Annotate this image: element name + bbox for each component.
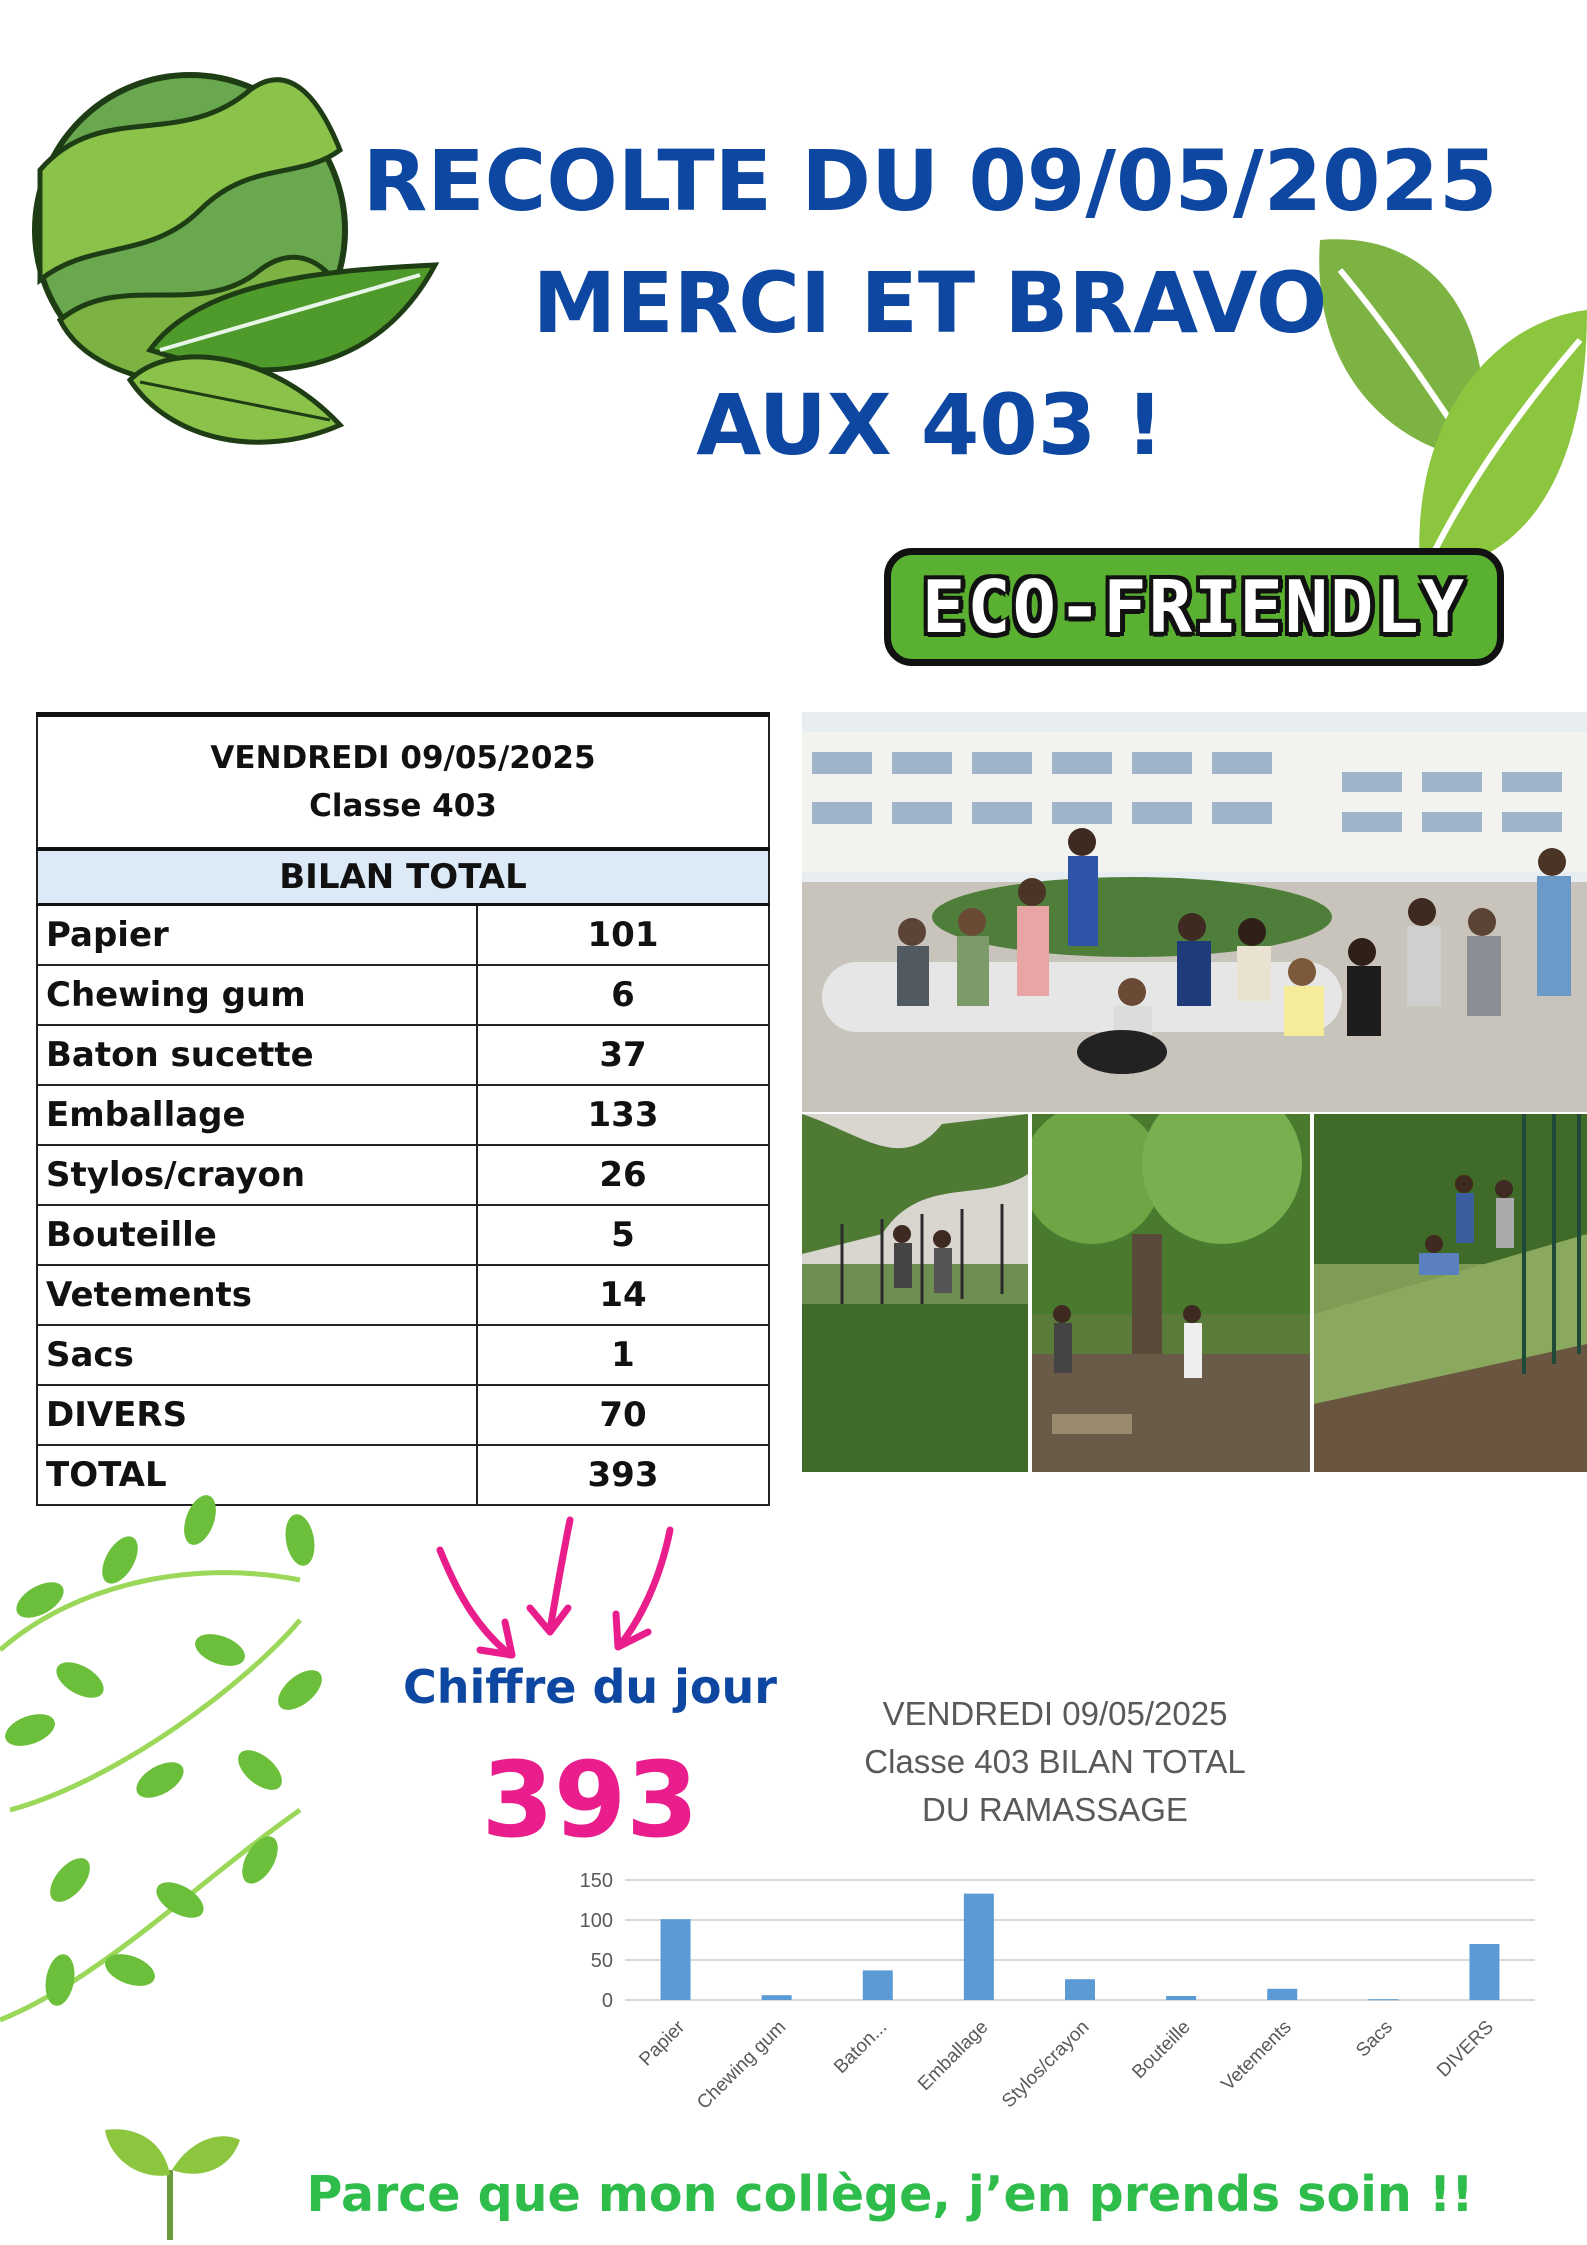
table-row-value: 6 [477,965,769,1025]
table-row [37,1205,769,1265]
chart-ytick-label: 150 [579,1870,613,1892]
chart-bar [964,1894,994,2000]
table-row-label: Vetements [37,1265,477,1325]
table-row [37,1325,769,1385]
chart-category-label: Stylos/crayon [998,2016,1094,2113]
table-row-label: Emballage [37,1085,477,1145]
sprout-icon [100,2100,240,2240]
vine-decoration [0,1480,360,2080]
chiffre-du-jour-label: Chiffre du jour [403,1660,777,1714]
chart-bar [1267,1989,1297,2000]
table-row [37,1265,769,1325]
chiffre-du-jour-value: 393 [481,1739,699,1861]
table-row-value: 1 [477,1325,769,1385]
chart-category-label: Sacs [1352,2016,1397,2062]
table-row [37,965,769,1025]
chart-ytick-label: 100 [579,1910,613,1932]
chart-category-label: Baton... [830,2016,892,2078]
chart-title-line-1: VENDREDI 09/05/2025 [882,1695,1228,1732]
table-row-label: Chewing gum [37,965,477,1025]
chart-bar [1166,1996,1196,2000]
table-row-label: Baton sucette [37,1025,477,1085]
table-row-value: 5 [477,1205,769,1265]
table-title-date: VENDREDI 09/05/2025 [210,740,596,776]
chart-bar [762,1995,792,2000]
table-row [37,905,769,966]
bar-chart [555,1690,1555,2150]
chart-ytick-label: 50 [590,1950,613,1972]
table-row [37,1085,769,1145]
cleanup-photo-middle [1032,1114,1310,1472]
cleanup-photo-right [1314,1114,1587,1472]
chart-title-line-2: Classe 403 BILAN TOTAL [864,1743,1246,1780]
chart-category-label: DIVERS [1433,2016,1498,2082]
cleanup-photo-left [802,1114,1028,1472]
chart-category-label: Vetements [1217,2016,1296,2096]
table-title [37,715,769,850]
table-row-label: Bouteille [37,1205,477,1265]
table-row-value: 101 [477,905,769,966]
table-row-value: 14 [477,1265,769,1325]
table-row [37,1145,769,1205]
table-row-label: Stylos/crayon [37,1145,477,1205]
table-subtitle: BILAN TOTAL [37,849,769,905]
chart-category-label: Bouteille [1128,2016,1195,2084]
table-row [37,1385,769,1445]
chart-category-label: Chewing gum [693,2016,791,2114]
chart-bar [1065,1979,1095,2000]
table-row-label: TOTAL [37,1445,477,1505]
table-row-value: 70 [477,1385,769,1445]
chart-bar [863,1970,893,2000]
table-body [37,905,769,1506]
headline-line-3: AUX 403 ! [696,376,1164,474]
chart-plot [555,1690,1555,2150]
collection-table [36,712,770,1506]
table-row [37,1025,769,1085]
chart-category-label: Emballage [914,2016,993,2096]
table-row-label: Papier [37,905,477,966]
chart-title-line-3: DU RAMASSAGE [922,1791,1188,1828]
table-row-value: 393 [477,1445,769,1505]
table-row-label: DIVERS [37,1385,477,1445]
chart-category-label: Papier [635,2016,690,2071]
chart-bar [661,1919,691,2000]
headline-line-1: RECOLTE DU 09/05/2025 [362,132,1498,230]
chart-bar [1368,1999,1398,2000]
group-photo [802,712,1587,1112]
chart-ytick-label: 0 [601,1990,613,2012]
table-row-value: 37 [477,1025,769,1085]
chart-bar [1469,1944,1499,2000]
table-row-label: Sacs [37,1325,477,1385]
headline-line-2: MERCI ET BRAVO [532,254,1328,352]
table-title-class: Classe 403 [309,788,497,824]
table-row-value: 133 [477,1085,769,1145]
footer-slogan: Parce que mon collège, j’en prends soin !! [306,2166,1474,2223]
pink-arrows-icon [420,1510,700,1670]
eco-friendly-badge: ECO-FRIENDLY [884,548,1504,666]
table-row-value: 26 [477,1145,769,1205]
